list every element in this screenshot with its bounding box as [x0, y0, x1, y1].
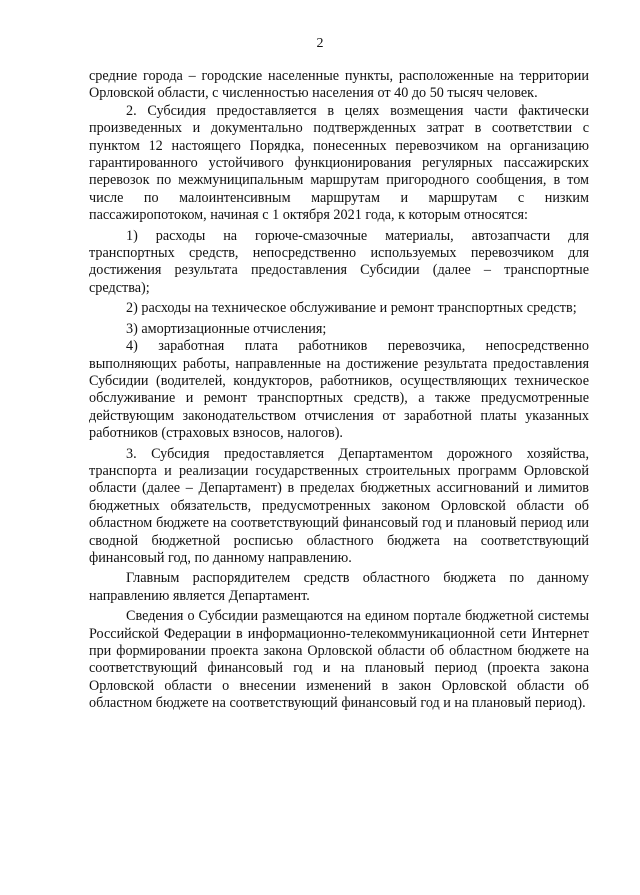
paragraph-subsidy-purpose: 2. Субсидия предоставляется в целях возмещения части фактически произведенных и документально подтвержденных затрат в соответствии с пунктом 12 настоящего Порядка, понесенных перевозчиком на организацию гарантированного устойчивого функционирования регулярных пассажирских перевозок по межмуниципальным маршрутам пригородного сообщения, в том числе по малоинтенсивным маршрутам и маршрутам с низким пассажиропотоком, начиная с 1 октября 2021 года, к которым относятся:: [89, 102, 589, 224]
paragraph-subsidy-provider: 3. Субсидия предоставляется Департаментом дорожного хозяйства, транспорта и реализации государственных строительных программ Орловской области (далее – Департамент) в пределах бюджетных ассигнований и лимитов бюджетных обязательств, предусмотренных законом Орловской области об областном бюджете на соответствующий финансовый год и плановый период или сводной бюджетной росписью областного бюджета на соответствующий финансовый год, по данному направлению.: [89, 445, 589, 566]
page-number: 2: [316, 36, 324, 51]
paragraph-mid-cities-definition: средние города – городские населенные пункты, расположенные на территории Орловской области, с численностью населения от 40 до 50 тысяч человек.: [89, 68, 589, 102]
list-item-fuel-expenses: 1) расходы на горюче-смазочные материалы, автозапчасти для транспортных средств, непосредственно используемых перевозчиком для достижения результата предоставления Субсидии (далее – транспортные средства);: [89, 227, 589, 296]
paragraph-subsidy-info-publication: Сведения о Субсидии размещаются на едином портале бюджетной системы Российской Федерации в информационно-телекоммуникационной сети Интернет при формировании проекта закона Орловской области об областном бюджете на соответствующий финансовый год и на плановый период (проекта закона Орловской области о внесении изменений в закон Орловской области об областном бюджете на соответствующий финансовый год и на плановый период).: [89, 608, 589, 712]
list-item-salary: 4) заработная плата работников перевозчика, непосредственно выполняющих работы, направленные на достижение результата предоставления Субсидии (водителей, кондукторов, работников, осуществляющих техническое обслуживание и ремонт транспортных средств), а также предусмотренные действующим законодательством отчисления от заработной платы указанных работников (страховых взносов, налогов).: [89, 338, 589, 442]
list-item-depreciation: 3) амортизационные отчисления;: [126, 320, 327, 337]
list-item-maintenance-expenses: 2) расходы на техническое обслуживание и ремонт транспортных средств;: [126, 300, 577, 317]
document-body: [89, 68, 589, 713]
paragraph-main-administrator: Главным распорядителем средств областного бюджета по данному направлению является Департамент.: [89, 570, 589, 604]
